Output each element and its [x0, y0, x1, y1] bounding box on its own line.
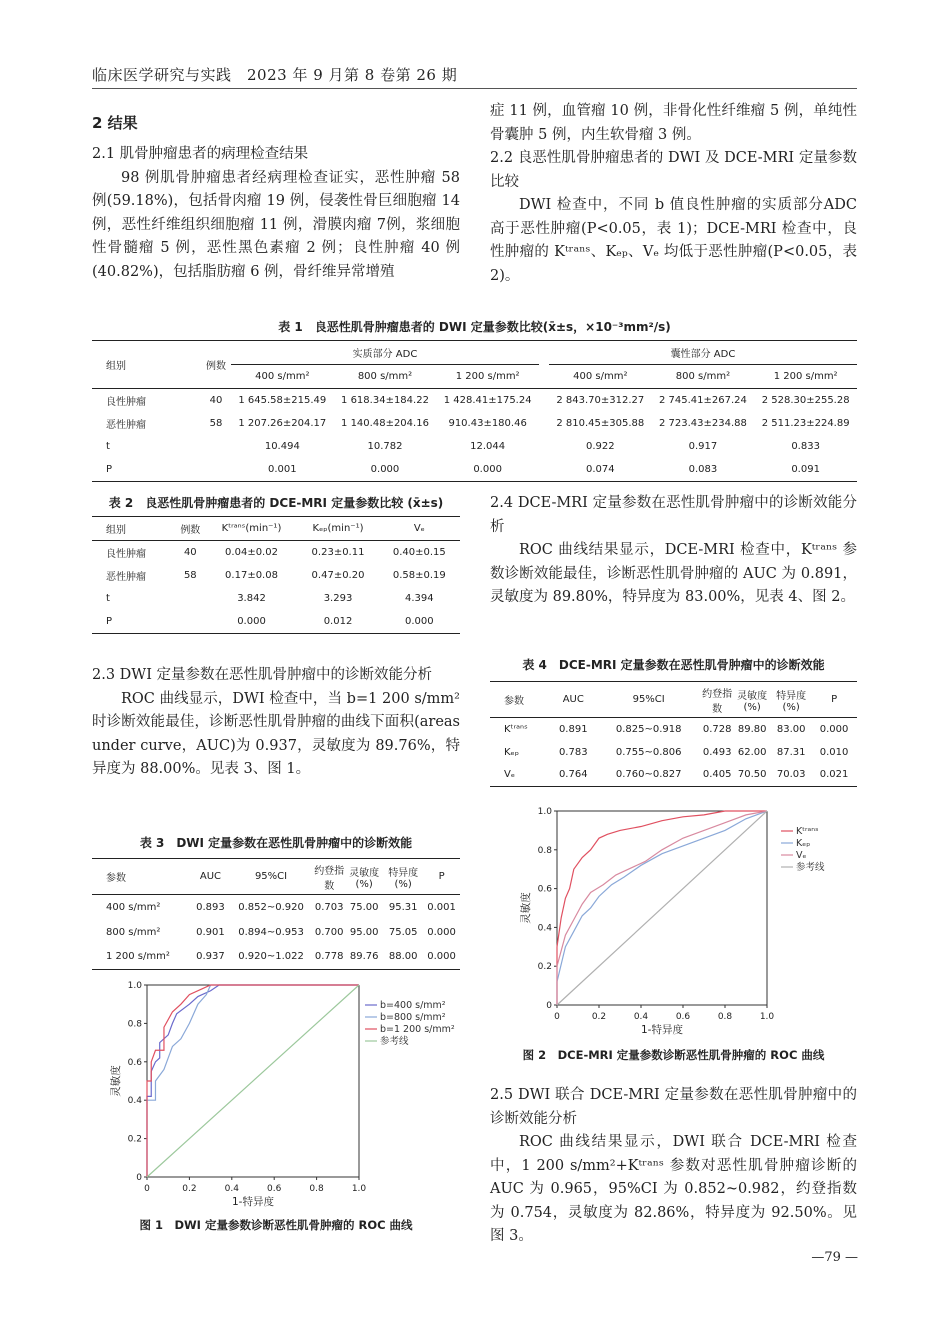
y-tick-label: 0.8	[537, 845, 552, 856]
legend-label: 参考线	[380, 1036, 409, 1047]
t3-row: 1 200 s/mm² 0.937 0.920~1.022 0.778 89.76 88.00 0.000	[92, 945, 460, 970]
x-tick-label: 0.4	[224, 1184, 239, 1194]
y-tick-label: 0	[136, 1173, 142, 1183]
legend-label: Kₑₚ	[796, 838, 811, 849]
section-2-3-body: ROC 曲线显示，DWI 检查中，当 b=1 200 s/mm² 时诊断效能最佳，诊断恶性肌骨肿瘤的曲线下面积(areas under curve，AUC)为 0.937，灵敏度为 89.76%，特异度为 88.00%。见表 3、图 1。	[92, 690, 460, 777]
y-tick-label: 0.6	[537, 884, 552, 895]
t2-row: P 0.000 0.012 0.000	[92, 610, 460, 634]
y-tick-label: 0.8	[127, 1019, 142, 1030]
table-1	[92, 340, 857, 482]
t1-head-cyst: 囊性部分 ADC	[549, 341, 857, 365]
table-1-caption: 表 1 良恶性肌骨肿瘤患者的 DWI 定量参数比较(x̄±s，×10⁻³mm²/s)	[278, 320, 671, 334]
y-tick-label: 1.0	[537, 807, 552, 817]
y-tick-label: 0.4	[127, 1096, 142, 1107]
section-2-2-title: 2.2 良恶性肌骨肿瘤患者的 DWI 及 DCE-MRI 定量参数比较	[490, 150, 857, 190]
legend-label: 参考线	[796, 862, 825, 873]
t1-b-2: 1 200 s/mm²	[455, 371, 520, 382]
legend-label: b=400 s/mm²	[380, 1000, 446, 1011]
section-2-5-title: 2.5 DWI 联合 DCE-MRI 定量参数在恶性肌骨肿瘤中的诊断效能分析	[490, 1087, 857, 1127]
section-2-1-body: 98 例肌骨肿瘤患者经病理检查证实，恶性肿瘤 58 例(59.18%)，包括骨肉瘤 19 例，侵袭性骨巨细胞瘤 14 例，恶性纤维组织细胞瘤 11 例，滑膜肉瘤 7例，浆细胞性骨髓瘤 5 例，恶性黑色素瘤 2 例；良性肿瘤 40 例(40.82%)，包括脂肪瘤 6 例，骨纤维异常增殖	[92, 169, 460, 280]
section-2-title: 2 结果	[92, 114, 138, 132]
y-tick-label: 0.2	[537, 962, 552, 973]
x-tick-label: 0.2	[591, 1012, 607, 1022]
legend-label: Kᵗʳᵃⁿˢ	[796, 826, 819, 837]
x-tick-label: 0	[554, 1012, 560, 1022]
t2-row: 恶性肿瘤 58 0.17±0.08 0.47±0.20 0.58±0.19	[106, 570, 446, 583]
t1-b-3: 400 s/mm²	[573, 371, 628, 382]
x-axis-label: 1-特异度	[232, 1196, 274, 1208]
journal-header: 临床医学研究与实践 2023 年 9 月第 8 卷第 26 期	[92, 66, 458, 84]
page-number: —79 —	[811, 1250, 858, 1265]
t3-row: 800 s/mm² 0.901 0.894~0.953 0.700 95.00 75.05 0.000	[106, 926, 456, 938]
section-2-2-body: DWI 检查中，不同 b 值良性肿瘤的实质部分ADC 高于恶性肿瘤(P<0.05，表 1)；DCE-MRI 检查中，良性肿瘤的 Kᵗʳᵃⁿˢ、Kₑₚ、Vₑ 均低于恶性肿瘤(P<0.05，表 2)。	[490, 197, 857, 284]
t1-row: 良性肿瘤 40 1 645.58±215.49 1 618.34±184.22 1 428.41±175.24 2 843.70±312.27 2 745.41±267.24 2 528.30±255.28	[106, 395, 850, 408]
x-tick-label: 1.0	[759, 1012, 775, 1022]
y-tick-label: 1.0	[127, 981, 142, 991]
x-tick-label: 0.4	[633, 1012, 649, 1022]
t1-b-4: 800 s/mm²	[675, 371, 731, 382]
legend-label: Vₑ	[796, 850, 807, 861]
x-tick-label: 0.6	[675, 1012, 691, 1022]
t1-head-n: 例数	[201, 341, 231, 389]
legend-label: b=800 s/mm²	[380, 1012, 446, 1023]
t1-row: t 10.494 10.782 12.044 0.922 0.917 0.833	[106, 441, 820, 452]
y-axis-label: 灵敏度	[520, 892, 532, 924]
t4-row: Kₑₚ 0.783 0.755~0.806 0.493 62.00 87.31 0.010	[504, 746, 849, 758]
x-tick-label: 0.6	[267, 1184, 282, 1194]
section-2-3-title: 2.3 DWI 定量参数在恶性肌骨肿瘤中的诊断效能分析	[92, 667, 433, 683]
table-3-caption: 表 3 DWI 定量参数在恶性肌骨肿瘤中的诊断效能	[139, 836, 413, 850]
x-tick-label: 0.2	[182, 1184, 197, 1194]
legend-label: b=1 200 s/mm²	[380, 1024, 455, 1035]
x-tick-label: 1.0	[351, 1184, 367, 1194]
table-4: 参数 AUC 95%CI 约登指数 灵敏度(%) 特异度(%) P Kᵗʳᵃⁿˢ 0.891 0.825~0.918 0.728 89.80 83.00 0.000 Kₑₚ 0.783 0.755~0.806 0.493 62.00 87.31 0.010 Vₑ 0.764 0.760~0.827 0.405 70.50 70.03 0.021	[490, 681, 857, 787]
t1-head-solid: 实质部分 ADC	[231, 341, 539, 365]
x-axis-label: 1-特异度	[641, 1024, 683, 1036]
y-tick-label: 0	[546, 1001, 552, 1011]
y-tick-label: 0.6	[127, 1057, 142, 1068]
section-2-4-title: 2.4 DCE-MRI 定量参数在恶性肌骨肿瘤中的诊断效能分析	[490, 495, 857, 535]
figure-1-roc-chart	[95, 975, 470, 1215]
t3-row: 400 s/mm² 0.893 0.852~0.920 0.703 75.00 95.31 0.001	[106, 901, 456, 913]
y-tick-label: 0.2	[127, 1134, 142, 1145]
t1-row: 恶性肿瘤 58 1 207.26±204.17 1 140.48±204.16 910.43±180.46 2 810.45±305.88 2 723.43±234.88 2 511.23±224.89	[106, 418, 850, 431]
t1-head-group: 组别	[92, 341, 201, 389]
figure-1-caption: 图 1 DWI 定量参数诊断恶性肌骨肿瘤的 ROC 曲线	[139, 1218, 413, 1232]
y-axis-label: 灵敏度	[110, 1065, 122, 1097]
roc-series-line	[147, 985, 359, 1177]
table-2: 组别 例数 Kᵗʳᵃⁿˢ(min⁻¹) Kₑₚ(min⁻¹) Vₑ 良性肿瘤 40 0.04±0.02 0.23±0.11 0.40±0.15 恶性肿瘤 58 0.17±0.08 0.47±0.20 0.58±0.19 t 3.842 3.293 4.394 P 0.000 0.012 0.000	[92, 516, 460, 634]
t4-row: Kᵗʳᵃⁿˢ 0.891 0.825~0.918 0.728 89.80 83.00 0.000	[504, 723, 849, 735]
x-tick-label: 0.8	[309, 1184, 324, 1194]
t1-b-5: 1 200 s/mm²	[773, 371, 838, 382]
table-2-caption: 表 2 良恶性肌骨肿瘤患者的 DCE-MRI 定量参数比较 (x̄±s)	[108, 496, 444, 510]
t1-b-1: 800 s/mm²	[357, 371, 413, 382]
section-2-1-continued: 症 11 例，血管瘤 10 例，非骨化性纤维瘤 5 例，单纯性骨囊肿 5 例，内生软骨瘤 3 例。	[490, 103, 857, 143]
t1-row: P 0.001 0.000 0.000 0.074 0.083 0.091	[92, 458, 857, 482]
figure-2-roc-chart	[505, 800, 850, 1042]
roc-series-line	[557, 811, 767, 1005]
t4-row: Vₑ 0.764 0.760~0.827 0.405 70.50 70.03 0.021	[490, 764, 857, 787]
table-4-caption: 表 4 DCE-MRI 定量参数在恶性肌骨肿瘤中的诊断效能	[522, 658, 825, 672]
section-2-4-body: ROC 曲线结果显示，DCE-MRI 检查中，Kᵗʳᵃⁿˢ 参数诊断效能最佳，诊断恶性肌骨肿瘤的 AUC 为 0.891，灵敏度为 89.80%，特异度为 83.00%，见表 4、图 2。	[490, 542, 857, 605]
t2-row: 良性肿瘤 40 0.04±0.02 0.23±0.11 0.40±0.15	[106, 547, 446, 560]
section-2-5-body: ROC 曲线结果显示，DWI 联合 DCE-MRI 检查中，1 200 s/mm²+Kᵗʳᵃⁿˢ 参数对恶性肌骨肿瘤诊断的AUC 为 0.965，95%CI 为 0.852~0.982，约登指数为 0.754，灵敏度为 82.86%，特异度为 92.50%。见图 3。	[490, 1134, 857, 1244]
figure-2-caption: 图 2 DCE-MRI 定量参数诊断恶性肌骨肿瘤的 ROC 曲线	[522, 1048, 825, 1062]
x-tick-label: 0.8	[717, 1012, 733, 1022]
header-rule	[92, 88, 857, 89]
table-3: 参数 AUC 95%CI 约登指数 灵敏度(%) 特异度(%) P 400 s/mm² 0.893 0.852~0.920 0.703 75.00 95.31 0.001 800 s/mm² 0.901 0.894~0.953 0.700 95.00 75.05 0.000 1 200 s/mm² 0.937 0.920~1.022 0.778 89.76 88.00 0.000	[92, 858, 460, 970]
t1-b-0: 400 s/mm²	[255, 371, 310, 382]
section-2-1-title: 2.1 肌骨肿瘤患者的病理检查结果	[92, 146, 309, 162]
y-tick-label: 0.4	[537, 923, 552, 934]
x-tick-label: 0	[144, 1184, 150, 1194]
t2-row: t 3.842 3.293 4.394	[106, 593, 434, 604]
